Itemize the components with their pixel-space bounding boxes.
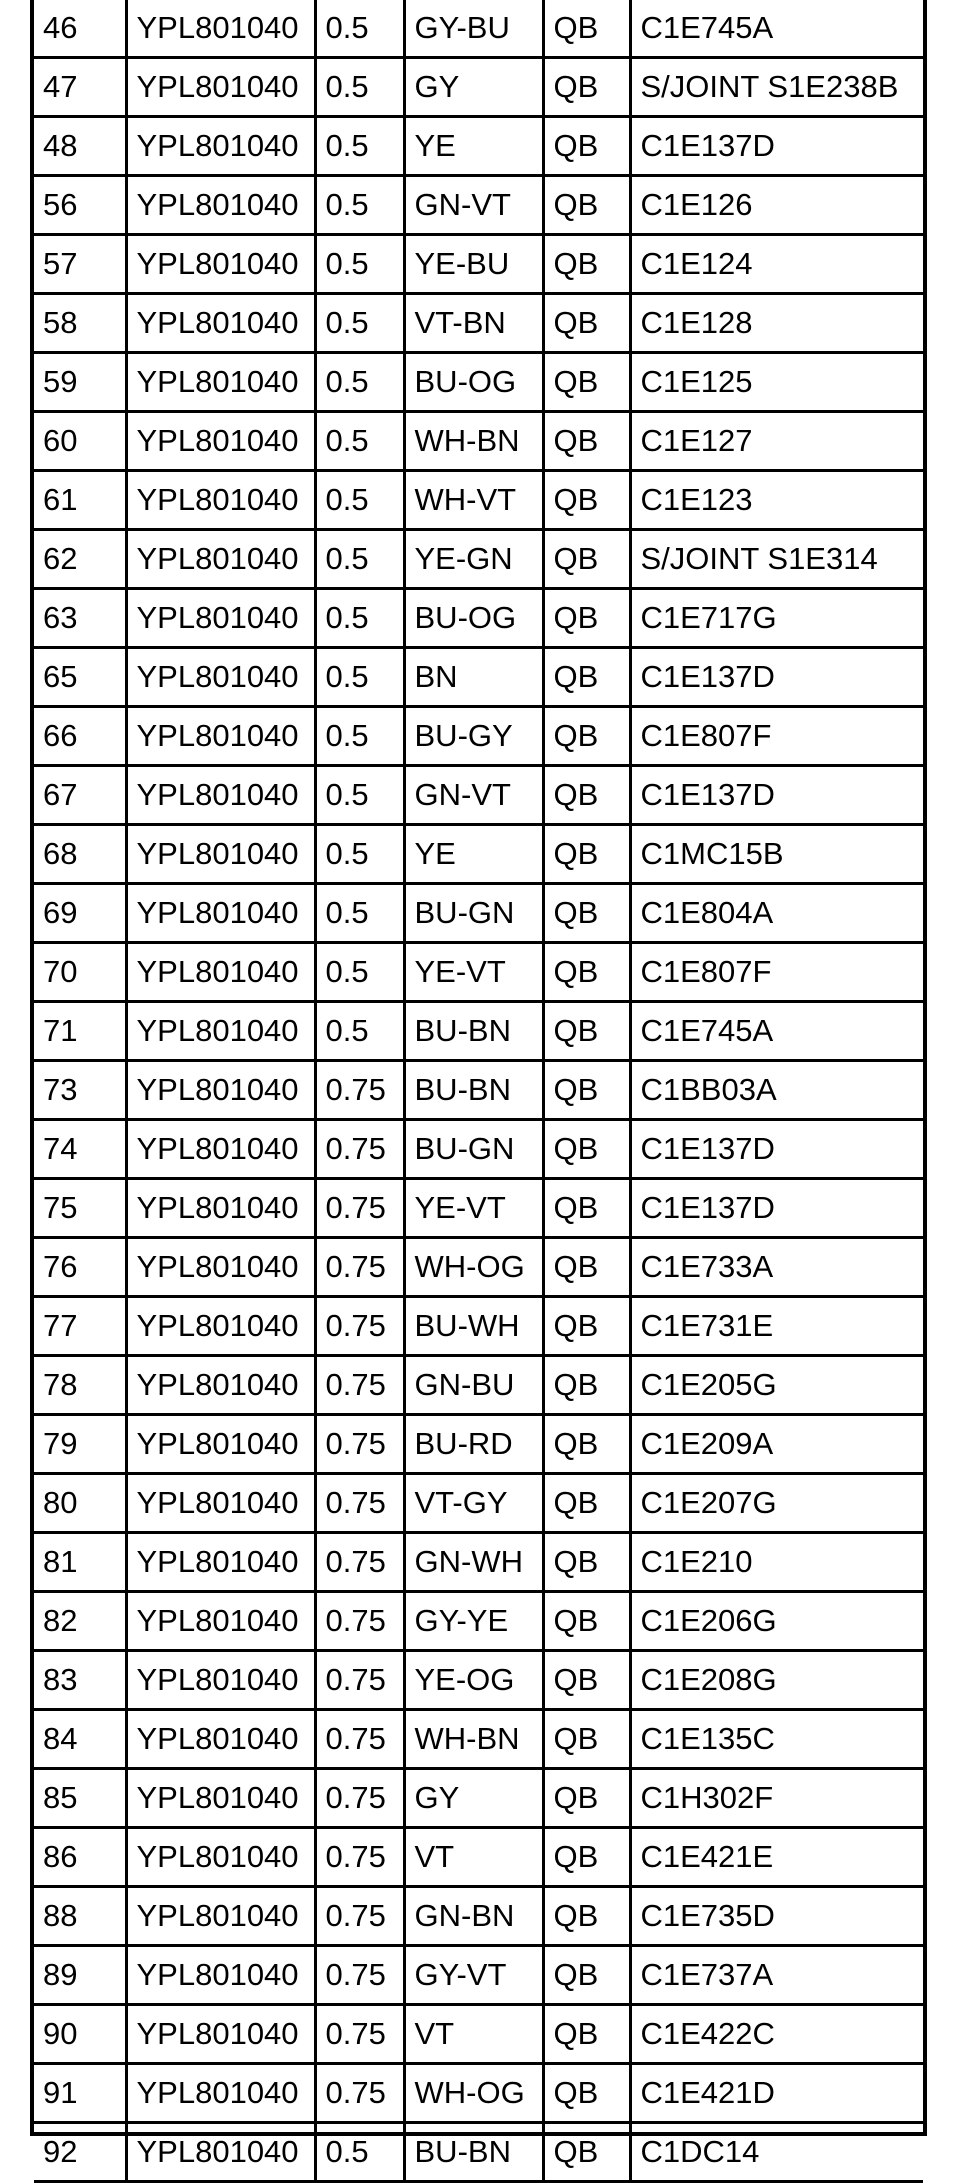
terminal-type-cell: QB [543, 353, 630, 412]
wire-number-cell: 68 [34, 825, 126, 884]
wire-number-cell: 88 [34, 1887, 126, 1946]
wire-number-cell: 77 [34, 1297, 126, 1356]
wire-number-cell: 84 [34, 1710, 126, 1769]
terminal-type-cell: QB [543, 294, 630, 353]
destination-cell: C1E804A [630, 884, 923, 943]
table-row [34, 766, 923, 825]
wire-size-cell: 0.5 [315, 884, 404, 943]
part-number-cell: YPL801040 [126, 2123, 315, 2182]
destination-cell: C1E208G [630, 1651, 923, 1710]
wire-color-cell: VT-GY [404, 1474, 543, 1533]
wire-color-cell: BU-GN [404, 1120, 543, 1179]
table-row [34, 294, 923, 353]
part-number-cell: YPL801040 [126, 1887, 315, 1946]
part-number-cell: YPL801040 [126, 707, 315, 766]
table-row [34, 1120, 923, 1179]
wire-number-cell: 79 [34, 1415, 126, 1474]
destination-cell: C1E717G [630, 589, 923, 648]
terminal-type-cell: QB [543, 1356, 630, 1415]
wire-size-cell: 0.5 [315, 589, 404, 648]
wire-size-cell: 0.5 [315, 58, 404, 117]
wire-number-cell: 57 [34, 235, 126, 294]
destination-cell: C1E137D [630, 648, 923, 707]
destination-cell: C1E807F [630, 943, 923, 1002]
wire-number-cell: 73 [34, 1061, 126, 1120]
wire-color-cell: BU-GN [404, 884, 543, 943]
part-number-cell: YPL801040 [126, 58, 315, 117]
terminal-type-cell: QB [543, 117, 630, 176]
part-number-cell: YPL801040 [126, 1946, 315, 2005]
wire-number-cell: 90 [34, 2005, 126, 2064]
part-number-cell: YPL801040 [126, 1002, 315, 1061]
table-row [34, 1061, 923, 1120]
wire-color-cell: GY [404, 58, 543, 117]
terminal-type-cell: QB [543, 2123, 630, 2182]
destination-cell: C1E125 [630, 353, 923, 412]
terminal-type-cell: QB [543, 412, 630, 471]
wire-number-cell: 78 [34, 1356, 126, 1415]
destination-cell: C1E207G [630, 1474, 923, 1533]
wire-number-cell: 58 [34, 294, 126, 353]
terminal-type-cell: QB [543, 58, 630, 117]
part-number-cell: YPL801040 [126, 766, 315, 825]
wire-color-cell: WH-VT [404, 471, 543, 530]
part-number-cell: YPL801040 [126, 1533, 315, 1592]
wire-number-cell: 92 [34, 2123, 126, 2182]
destination-cell: C1E137D [630, 766, 923, 825]
destination-cell: C1E745A [630, 0, 923, 58]
part-number-cell: YPL801040 [126, 884, 315, 943]
destination-cell: C1E206G [630, 1592, 923, 1651]
part-number-cell: YPL801040 [126, 1297, 315, 1356]
wire-number-cell: 85 [34, 1769, 126, 1828]
destination-cell: C1E209A [630, 1415, 923, 1474]
part-number-cell: YPL801040 [126, 471, 315, 530]
wire-color-cell: YE [404, 825, 543, 884]
destination-cell: C1H302F [630, 1769, 923, 1828]
part-number-cell: YPL801040 [126, 235, 315, 294]
table-body [34, 0, 923, 2182]
part-number-cell: YPL801040 [126, 1179, 315, 1238]
destination-cell: C1E421D [630, 2064, 923, 2123]
terminal-type-cell: QB [543, 1769, 630, 1828]
part-number-cell: YPL801040 [126, 294, 315, 353]
destination-cell: C1MC15B [630, 825, 923, 884]
table-row [34, 1887, 923, 1946]
table-row [34, 707, 923, 766]
destination-cell: C1E205G [630, 1356, 923, 1415]
terminal-type-cell: QB [543, 648, 630, 707]
part-number-cell: YPL801040 [126, 1356, 315, 1415]
wire-color-cell: BU-OG [404, 589, 543, 648]
terminal-type-cell: QB [543, 2064, 630, 2123]
terminal-type-cell: QB [543, 1651, 630, 1710]
table-row [34, 1533, 923, 1592]
wire-size-cell: 0.5 [315, 235, 404, 294]
destination-cell: C1E128 [630, 294, 923, 353]
destination-cell: C1E422C [630, 2005, 923, 2064]
wire-size-cell: 0.75 [315, 2064, 404, 2123]
table-row [34, 2005, 923, 2064]
terminal-type-cell: QB [543, 589, 630, 648]
table-row [34, 1297, 923, 1356]
part-number-cell: YPL801040 [126, 353, 315, 412]
wire-color-cell: BU-WH [404, 1297, 543, 1356]
part-number-cell: YPL801040 [126, 589, 315, 648]
table-row [34, 1946, 923, 2005]
wire-number-cell: 60 [34, 412, 126, 471]
terminal-type-cell: QB [543, 766, 630, 825]
table-row [34, 1238, 923, 1297]
terminal-type-cell: QB [543, 1946, 630, 2005]
part-number-cell: YPL801040 [126, 2005, 315, 2064]
terminal-type-cell: QB [543, 0, 630, 58]
terminal-type-cell: QB [543, 1415, 630, 1474]
wire-number-cell: 63 [34, 589, 126, 648]
part-number-cell: YPL801040 [126, 0, 315, 58]
table-row [34, 353, 923, 412]
destination-cell: C1E745A [630, 1002, 923, 1061]
wire-color-cell: YE-OG [404, 1651, 543, 1710]
destination-cell: C1E733A [630, 1238, 923, 1297]
table-row [34, 2123, 923, 2182]
wire-color-cell: GN-VT [404, 766, 543, 825]
wire-number-cell: 56 [34, 176, 126, 235]
destination-cell: S/JOINT S1E238B [630, 58, 923, 117]
wire-number-cell: 86 [34, 1828, 126, 1887]
wire-number-cell: 61 [34, 471, 126, 530]
terminal-type-cell: QB [543, 530, 630, 589]
wire-color-cell: WH-BN [404, 412, 543, 471]
destination-cell: C1BB03A [630, 1061, 923, 1120]
part-number-cell: YPL801040 [126, 1828, 315, 1887]
wire-number-cell: 75 [34, 1179, 126, 1238]
wire-size-cell: 0.5 [315, 176, 404, 235]
part-number-cell: YPL801040 [126, 1651, 315, 1710]
wire-number-cell: 80 [34, 1474, 126, 1533]
table-row [34, 1415, 923, 1474]
wire-number-cell: 66 [34, 707, 126, 766]
wire-number-cell: 59 [34, 353, 126, 412]
wire-number-cell: 89 [34, 1946, 126, 2005]
wire-color-cell: GY-VT [404, 1946, 543, 2005]
terminal-type-cell: QB [543, 1002, 630, 1061]
destination-cell: C1E123 [630, 471, 923, 530]
wire-size-cell: 0.5 [315, 943, 404, 1002]
destination-cell: C1E137D [630, 1179, 923, 1238]
wire-size-cell: 0.75 [315, 1533, 404, 1592]
wire-size-cell: 0.5 [315, 825, 404, 884]
table-row [34, 0, 923, 58]
wire-color-cell: GY-BU [404, 0, 543, 58]
wire-color-cell: WH-BN [404, 1710, 543, 1769]
table-row [34, 1474, 923, 1533]
part-number-cell: YPL801040 [126, 1120, 315, 1179]
wire-size-cell: 0.75 [315, 2005, 404, 2064]
wire-color-cell: WH-OG [404, 2064, 543, 2123]
wire-number-cell: 82 [34, 1592, 126, 1651]
wire-color-cell: BU-RD [404, 1415, 543, 1474]
wire-number-cell: 65 [34, 648, 126, 707]
wire-number-cell: 70 [34, 943, 126, 1002]
table-row [34, 530, 923, 589]
wire-size-cell: 0.75 [315, 1061, 404, 1120]
wire-size-cell: 0.75 [315, 1828, 404, 1887]
destination-cell: C1E737A [630, 1946, 923, 2005]
terminal-type-cell: QB [543, 1297, 630, 1356]
wire-number-cell: 81 [34, 1533, 126, 1592]
destination-cell: C1E735D [630, 1887, 923, 1946]
wire-size-cell: 0.75 [315, 1415, 404, 1474]
wire-size-cell: 0.5 [315, 0, 404, 58]
terminal-type-cell: QB [543, 2005, 630, 2064]
terminal-type-cell: QB [543, 1592, 630, 1651]
wire-color-cell: BU-BN [404, 1061, 543, 1120]
destination-cell: C1DC14 [630, 2123, 923, 2182]
wire-number-cell: 91 [34, 2064, 126, 2123]
terminal-type-cell: QB [543, 943, 630, 1002]
wire-size-cell: 0.75 [315, 1592, 404, 1651]
wire-size-cell: 0.5 [315, 766, 404, 825]
wire-color-cell: GY-YE [404, 1592, 543, 1651]
wire-size-cell: 0.75 [315, 1297, 404, 1356]
table-row [34, 176, 923, 235]
destination-cell: C1E137D [630, 1120, 923, 1179]
wire-color-cell: VT [404, 1828, 543, 1887]
destination-cell: C1E137D [630, 117, 923, 176]
wire-color-cell: YE [404, 117, 543, 176]
part-number-cell: YPL801040 [126, 412, 315, 471]
wire-size-cell: 0.5 [315, 530, 404, 589]
part-number-cell: YPL801040 [126, 1061, 315, 1120]
part-number-cell: YPL801040 [126, 943, 315, 1002]
wire-size-cell: 0.5 [315, 471, 404, 530]
table-row [34, 589, 923, 648]
wire-number-cell: 47 [34, 58, 126, 117]
terminal-type-cell: QB [543, 1120, 630, 1179]
part-number-cell: YPL801040 [126, 2064, 315, 2123]
table-row [34, 1356, 923, 1415]
wire-size-cell: 0.5 [315, 353, 404, 412]
wire-color-cell: GN-VT [404, 176, 543, 235]
table-row [34, 1179, 923, 1238]
wire-color-cell: YE-BU [404, 235, 543, 294]
wire-list-table [34, 0, 923, 2183]
part-number-cell: YPL801040 [126, 1592, 315, 1651]
terminal-type-cell: QB [543, 1179, 630, 1238]
table-row [34, 1002, 923, 1061]
wire-size-cell: 0.5 [315, 294, 404, 353]
part-number-cell: YPL801040 [126, 176, 315, 235]
wire-size-cell: 0.5 [315, 412, 404, 471]
wire-size-cell: 0.5 [315, 117, 404, 176]
wire-number-cell: 74 [34, 1120, 126, 1179]
wire-color-cell: YE-GN [404, 530, 543, 589]
wire-color-cell: BU-BN [404, 1002, 543, 1061]
wire-color-cell: YE-VT [404, 943, 543, 1002]
wire-number-cell: 62 [34, 530, 126, 589]
destination-cell: C1E807F [630, 707, 923, 766]
part-number-cell: YPL801040 [126, 1238, 315, 1297]
terminal-type-cell: QB [543, 176, 630, 235]
terminal-type-cell: QB [543, 1474, 630, 1533]
part-number-cell: YPL801040 [126, 1474, 315, 1533]
wire-size-cell: 0.75 [315, 1769, 404, 1828]
part-number-cell: YPL801040 [126, 1769, 315, 1828]
wire-color-cell: BU-GY [404, 707, 543, 766]
wire-number-cell: 71 [34, 1002, 126, 1061]
terminal-type-cell: QB [543, 1238, 630, 1297]
table-row [34, 1592, 923, 1651]
wire-color-cell: WH-OG [404, 1238, 543, 1297]
wire-list-table-frame [30, 0, 927, 2169]
terminal-type-cell: QB [543, 1533, 630, 1592]
wire-size-cell: 0.75 [315, 1710, 404, 1769]
table-row [34, 58, 923, 117]
table-row [34, 1828, 923, 1887]
wire-number-cell: 67 [34, 766, 126, 825]
table-row [34, 412, 923, 471]
part-number-cell: YPL801040 [126, 1710, 315, 1769]
destination-cell: C1E421E [630, 1828, 923, 1887]
terminal-type-cell: QB [543, 235, 630, 294]
part-number-cell: YPL801040 [126, 530, 315, 589]
table-row [34, 1710, 923, 1769]
part-number-cell: YPL801040 [126, 825, 315, 884]
table-row [34, 1651, 923, 1710]
part-number-cell: YPL801040 [126, 648, 315, 707]
terminal-type-cell: QB [543, 1828, 630, 1887]
wire-size-cell: 0.75 [315, 1120, 404, 1179]
table-row [34, 117, 923, 176]
destination-cell: C1E127 [630, 412, 923, 471]
terminal-type-cell: QB [543, 1887, 630, 1946]
destination-cell: C1E135C [630, 1710, 923, 1769]
table-row [34, 648, 923, 707]
part-number-cell: YPL801040 [126, 1415, 315, 1474]
wire-color-cell: GN-BU [404, 1356, 543, 1415]
wire-color-cell: BU-OG [404, 353, 543, 412]
table-row [34, 2064, 923, 2123]
wire-color-cell: GN-BN [404, 1887, 543, 1946]
destination-cell: C1E124 [630, 235, 923, 294]
destination-cell: C1E126 [630, 176, 923, 235]
table-row [34, 471, 923, 530]
wire-size-cell: 0.5 [315, 707, 404, 766]
wire-number-cell: 46 [34, 0, 126, 58]
destination-cell: C1E731E [630, 1297, 923, 1356]
wire-size-cell: 0.5 [315, 648, 404, 707]
wire-number-cell: 48 [34, 117, 126, 176]
terminal-type-cell: QB [543, 471, 630, 530]
wire-size-cell: 0.75 [315, 1651, 404, 1710]
wire-size-cell: 0.75 [315, 1474, 404, 1533]
wire-size-cell: 0.5 [315, 1002, 404, 1061]
wire-size-cell: 0.75 [315, 1238, 404, 1297]
terminal-type-cell: QB [543, 1710, 630, 1769]
wire-number-cell: 76 [34, 1238, 126, 1297]
terminal-type-cell: QB [543, 707, 630, 766]
wire-size-cell: 0.5 [315, 2123, 404, 2182]
table-row [34, 884, 923, 943]
wire-color-cell: GY [404, 1769, 543, 1828]
wire-size-cell: 0.75 [315, 1887, 404, 1946]
table-row [34, 235, 923, 294]
wire-color-cell: VT [404, 2005, 543, 2064]
wire-color-cell: BU-BN [404, 2123, 543, 2182]
table-row [34, 825, 923, 884]
wire-color-cell: BN [404, 648, 543, 707]
part-number-cell: YPL801040 [126, 117, 315, 176]
terminal-type-cell: QB [543, 825, 630, 884]
destination-cell: C1E210 [630, 1533, 923, 1592]
wire-size-cell: 0.75 [315, 1356, 404, 1415]
table-row [34, 943, 923, 1002]
wire-color-cell: YE-VT [404, 1179, 543, 1238]
wire-number-cell: 83 [34, 1651, 126, 1710]
wire-size-cell: 0.75 [315, 1179, 404, 1238]
table-row [34, 1769, 923, 1828]
wire-size-cell: 0.75 [315, 1946, 404, 2005]
wire-color-cell: VT-BN [404, 294, 543, 353]
wire-color-cell: GN-WH [404, 1533, 543, 1592]
terminal-type-cell: QB [543, 1061, 630, 1120]
wire-number-cell: 69 [34, 884, 126, 943]
destination-cell: S/JOINT S1E314 [630, 530, 923, 589]
terminal-type-cell: QB [543, 884, 630, 943]
